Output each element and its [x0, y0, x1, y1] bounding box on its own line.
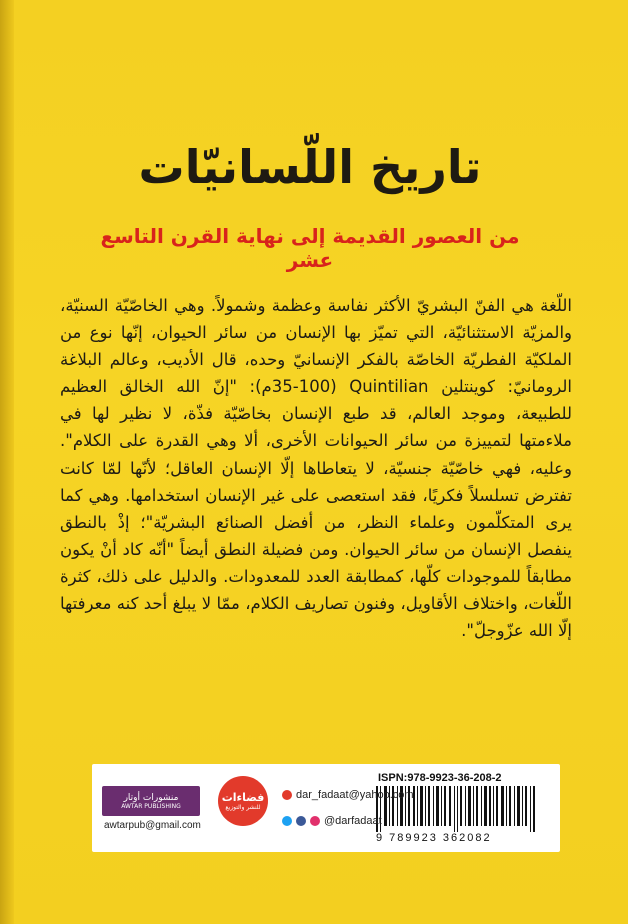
awtar-logo	[102, 786, 200, 816]
fadaat-social-handle[interactable]: @darfadaat	[324, 815, 382, 827]
blurb-paragraph: اللّغة هي الفنّ البشريّ الأكثر نفاسة وعظمة وشمولاً. وهي الخاصّيّة السنيّة، والمزيّة الاستثنائيّة، التي تميّز بها الإنسان من سائر الحيوان، إنّها نوع من الملكيّة الفطريّة الخاصّة بالفكر الإنسانيّ وحده، قال الأديب، وعالم البلاغة الرومانيّ: كوينتلين Quintilian (35-100م): "إنّ الله الخالق العظيم للطبيعة، وموجد العالم، قد طبع الإنسان بخاصّيّة فذّة، لا نظير لها في ملاءمتها لتمييزة من سائر الحيوانات الأخرى، ألا وهي القدرة على الكلام". وعليه، فهي خاصّيّة جنسيّة، لا يتعاطاها إلّا الإنسان العاقل؛ لأنّها لمّا كانت تفترض تسلسلاً فكريًا، فقد استعصى على غير الإنسان استخدامها. وهي كما يرى المتكلّمون وعلماء النظر، من أفضل الصنائع البشريّة"؛ إذْ بالنطق ينفصل الإنسان من سائر الحيوان. ومن فضيلة النطق أيضاً "أنّه كاد أنْ يكون مطابقاً للموجودات كلّها، كمطابقة العدد للمعدودات. والدليل على ذلك، كثرة اللّغات، واختلاف الأقاويل، وفنون تصاريف الكلام، ممّا لا يبلغ أحد كنه معرفتها إلّا الله عزّوجلّ".	[60, 296, 573, 641]
fadaat-logo-sub: للنشر والتوزيع	[225, 804, 261, 811]
social-row	[282, 812, 432, 830]
instagram-icon[interactable]	[310, 816, 320, 826]
barcode-digits: 9 789923 362082	[376, 832, 492, 844]
fadaat-email[interactable]: dar_fadaat@yahoo.com	[296, 789, 414, 801]
book-title: تاريخ اللّسانيّات	[138, 140, 482, 194]
book-subtitle: من العصور القديمة إلى نهاية القرن التاسع عشر	[100, 224, 520, 272]
publisher-footer	[92, 764, 560, 852]
fadaat-contact	[282, 786, 432, 838]
email-row	[282, 786, 432, 804]
awtar-name-en: AWTAR PUBLISHING	[121, 802, 181, 810]
isbn-label: ISPN:978-9923-36-208-2	[378, 772, 502, 784]
fadaat-logo	[218, 776, 268, 826]
spine-edge	[0, 0, 14, 924]
awtar-name-ar: منشورات أوتار	[123, 792, 179, 803]
blurb-text	[60, 292, 572, 644]
fadaat-logo-text: فضاءات	[221, 791, 265, 804]
twitter-icon[interactable]	[282, 816, 292, 826]
awtar-email[interactable]: awtarpub@gmail.com	[104, 820, 201, 831]
facebook-icon[interactable]	[296, 816, 306, 826]
mail-icon	[282, 790, 292, 800]
